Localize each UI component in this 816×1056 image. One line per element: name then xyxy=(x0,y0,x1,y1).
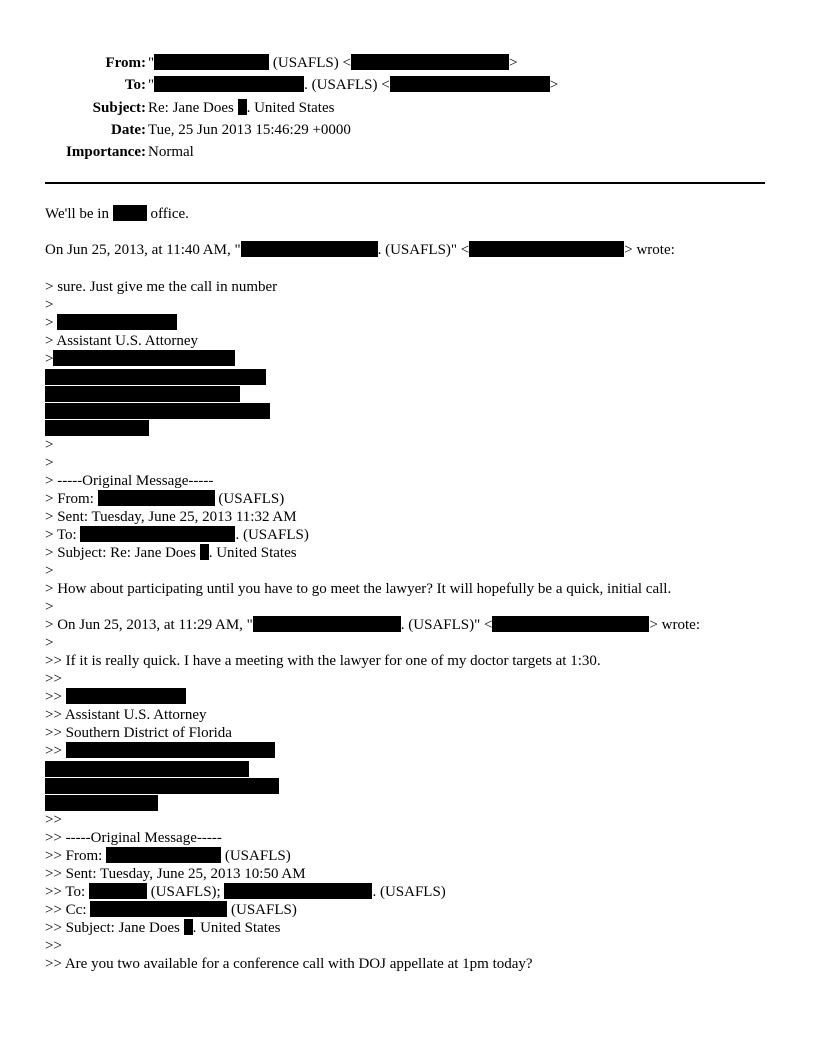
redaction xyxy=(57,314,177,330)
redaction xyxy=(45,778,279,794)
to-line: >> To: (USAFLS); . (USAFLS) xyxy=(45,884,446,900)
redaction xyxy=(53,350,235,366)
intro-line: We'll be in office. xyxy=(45,206,189,222)
redaction xyxy=(66,688,186,704)
redaction xyxy=(45,420,149,436)
redaction xyxy=(98,490,215,506)
signature-title: >> Assistant U.S. Attorney xyxy=(45,707,207,723)
signature-address-line: >> xyxy=(45,742,775,760)
sent-line: > Sent: Tuesday, June 25, 2013 11:32 AM xyxy=(45,509,297,525)
from-value: " (USAFLS) < > xyxy=(148,55,518,71)
quote-line: > xyxy=(45,599,54,615)
redaction xyxy=(45,761,249,777)
from-line: > From: (USAFLS) xyxy=(45,491,285,507)
redaction xyxy=(253,616,401,632)
date-label: Date: xyxy=(111,121,146,138)
subject-value: Re: Jane Does . United States xyxy=(148,99,335,116)
quote-line: > xyxy=(45,297,54,313)
redaction xyxy=(241,241,378,257)
redaction xyxy=(492,616,649,632)
message-text: >> If it is really quick. I have a meeting with the lawyer for one of my doctor targets at 1:30. xyxy=(45,653,601,669)
original-message-line: > -----Original Message----- xyxy=(45,473,214,489)
message-body xyxy=(45,205,775,973)
redaction xyxy=(113,205,147,221)
importance-label: Importance: xyxy=(66,144,146,161)
redaction xyxy=(200,544,209,560)
quote-line: > xyxy=(45,455,54,471)
wrote-line-2: > On Jun 25, 2013, at 11:29 AM, " . (USAFLS)" < > wrote: xyxy=(45,617,700,633)
to-line: > To: . (USAFLS) xyxy=(45,527,309,543)
redaction xyxy=(90,901,227,917)
subject-line: >> Subject: Jane Does . United States xyxy=(45,920,281,936)
signature-address-line: > xyxy=(45,350,775,368)
sent-line: >> Sent: Tuesday, June 25, 2013 10:50 AM xyxy=(45,866,306,882)
redaction xyxy=(184,919,193,935)
quote-line: >> xyxy=(45,812,62,828)
subject-label: Subject: xyxy=(92,99,146,116)
redaction xyxy=(224,883,372,899)
header-divider xyxy=(45,182,765,184)
wrote-line-1: On Jun 25, 2013, at 11:40 AM, " . (USAFLS)" < > wrote: xyxy=(45,242,675,258)
from-label: From: xyxy=(105,55,146,71)
redaction xyxy=(89,883,147,899)
original-message-line: >> -----Original Message----- xyxy=(45,830,222,846)
importance-value: Normal xyxy=(148,144,194,161)
redaction xyxy=(80,526,235,542)
signature-district: >> Southern District of Florida xyxy=(45,725,232,741)
subject-line: > Subject: Re: Jane Does . United States xyxy=(45,545,297,561)
signature-title: > Assistant U.S. Attorney xyxy=(45,333,199,349)
redaction xyxy=(238,99,247,115)
date-value: Tue, 25 Jun 2013 15:46:29 +0000 xyxy=(148,121,351,138)
redaction xyxy=(45,386,240,402)
message-text: >> Are you two available for a conference call with DOJ appellate at 1pm today? xyxy=(45,956,533,972)
redaction xyxy=(106,847,221,863)
redaction xyxy=(154,54,269,70)
signature-name-line: >> xyxy=(45,688,775,706)
redaction xyxy=(45,369,266,385)
quote-line: >> xyxy=(45,938,62,954)
cc-line: >> Cc: (USAFLS) xyxy=(45,902,297,918)
quote-line: > xyxy=(45,563,54,579)
from-line: >> From: (USAFLS) xyxy=(45,848,291,864)
redaction xyxy=(45,403,270,419)
to-value: " . (USAFLS) < > xyxy=(148,77,559,94)
redaction xyxy=(66,742,275,758)
redaction xyxy=(45,795,158,811)
message-text: > How about participating until you have to go meet the lawyer? It will hopefully be a quick, initial call. xyxy=(45,581,672,597)
redaction xyxy=(390,76,550,92)
quote-line: > sure. Just give me the call in number xyxy=(45,279,278,295)
quote-line: > xyxy=(45,635,54,651)
quote-line: > xyxy=(45,437,54,453)
redaction xyxy=(351,54,509,70)
quote-line: >> xyxy=(45,671,62,687)
signature-name-line: > xyxy=(45,314,775,332)
to-label: To: xyxy=(124,77,146,94)
redaction xyxy=(154,76,304,92)
redaction xyxy=(469,241,624,257)
